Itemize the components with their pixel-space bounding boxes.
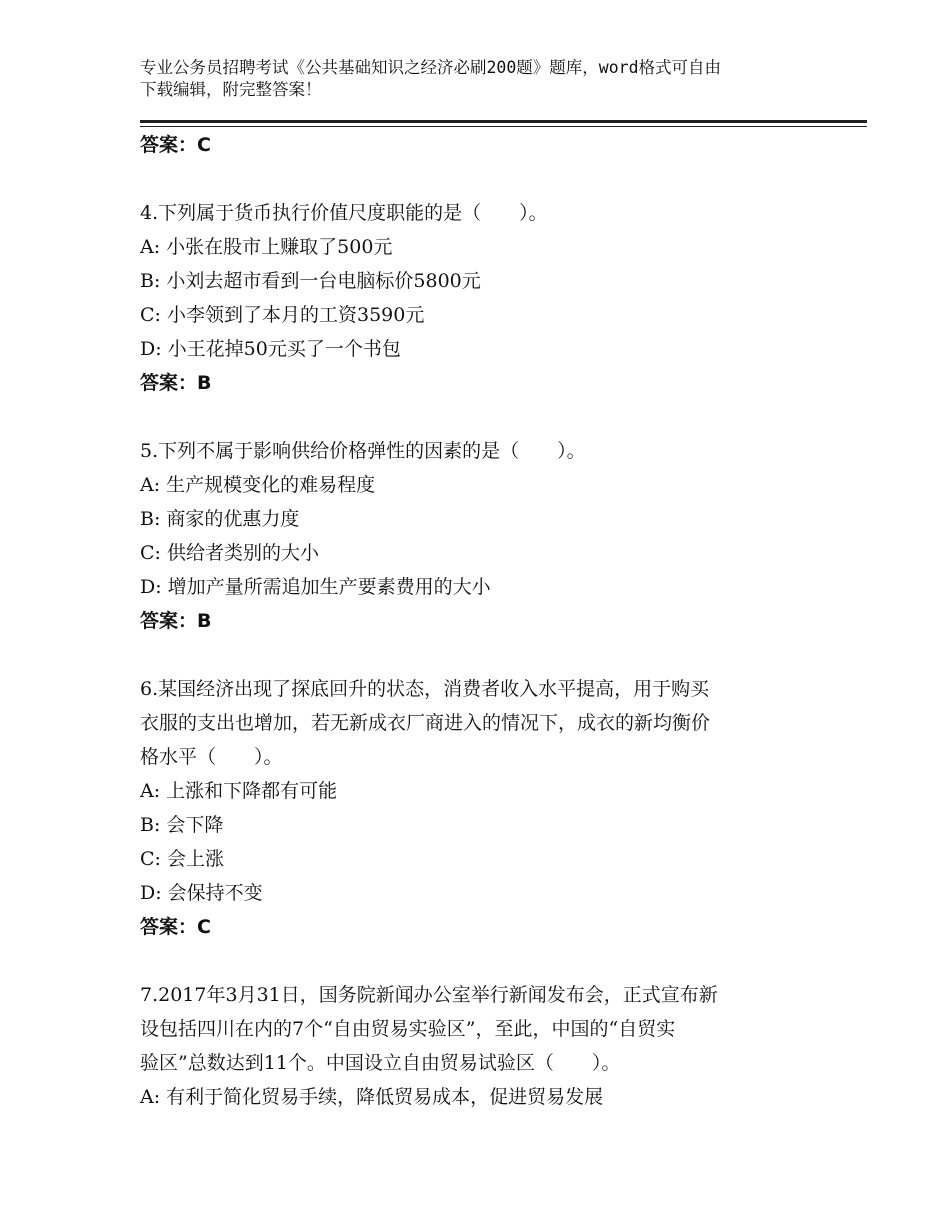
answer-q4: 答案：B <box>140 372 212 394</box>
option-a: A: 上涨和下降都有可能 <box>140 780 338 802</box>
option-a: A: 生产规模变化的难易程度 <box>140 474 376 496</box>
option-d: D: 小王花掉50元买了一个书包 <box>140 338 401 360</box>
question-4 <box>140 196 820 366</box>
option-c: C: 小李领到了本月的工资3590元 <box>140 304 425 326</box>
question-text-line-1: 7.2017年3月31日，国务院新闻办公室举行新闻发布会，正式宣布新 <box>140 984 718 1006</box>
header-line-1: 专业公务员招聘考试《公共基础知识之经济必刷200题》题库，word格式可自由 <box>140 58 722 77</box>
question-text: 4.下列属于货币执行价值尺度职能的是（ ）。 <box>140 202 548 224</box>
option-b: B: 小刘去超市看到一台电脑标价5800元 <box>140 270 481 292</box>
question-text-line-3: 验区”总数达到11个。中国设立自由贸易试验区（ ）。 <box>140 1052 621 1074</box>
option-d: D: 增加产量所需追加生产要素费用的大小 <box>140 576 491 598</box>
document-header <box>140 57 820 101</box>
question-text-line-3: 格水平（ ）。 <box>140 746 283 768</box>
option-c: C: 会上涨 <box>140 848 224 870</box>
question-text-line-2: 设包括四川在内的7个“自由贸易实验区”，至此，中国的“自贸实 <box>140 1018 676 1040</box>
question-list <box>140 128 820 1114</box>
option-c: C: 供给者类别的大小 <box>140 542 319 564</box>
question-text: 5.下列不属于影响供给价格弹性的因素的是（ ）。 <box>140 440 586 462</box>
question-7 <box>140 978 820 1114</box>
answer-q3: 答案：C <box>140 134 211 156</box>
spacer <box>140 162 820 196</box>
header-line-2: 下载编辑，附完整答案！ <box>140 80 322 99</box>
question-6 <box>140 672 820 910</box>
spacer <box>140 944 820 978</box>
question-text-line-2: 衣服的支出也增加，若无新成衣厂商进入的情况下，成衣的新均衡价 <box>140 712 711 734</box>
option-d: D: 会保持不变 <box>140 882 263 904</box>
spacer <box>140 400 820 434</box>
question-5 <box>140 434 820 604</box>
option-b: B: 商家的优惠力度 <box>140 508 300 530</box>
header-rule-thick <box>140 120 867 123</box>
answer-q6: 答案：C <box>140 916 211 938</box>
option-b: B: 会下降 <box>140 814 224 836</box>
option-a: A: 有利于简化贸易手续，降低贸易成本，促进贸易发展 <box>140 1086 604 1108</box>
spacer <box>140 638 820 672</box>
option-a: A: 小张在股市上赚取了500元 <box>140 236 393 258</box>
answer-q5: 答案：B <box>140 610 212 632</box>
header-rule-thin <box>140 126 867 127</box>
question-text-line-1: 6.某国经济出现了探底回升的状态，消费者收入水平提高，用于购买 <box>140 678 710 700</box>
